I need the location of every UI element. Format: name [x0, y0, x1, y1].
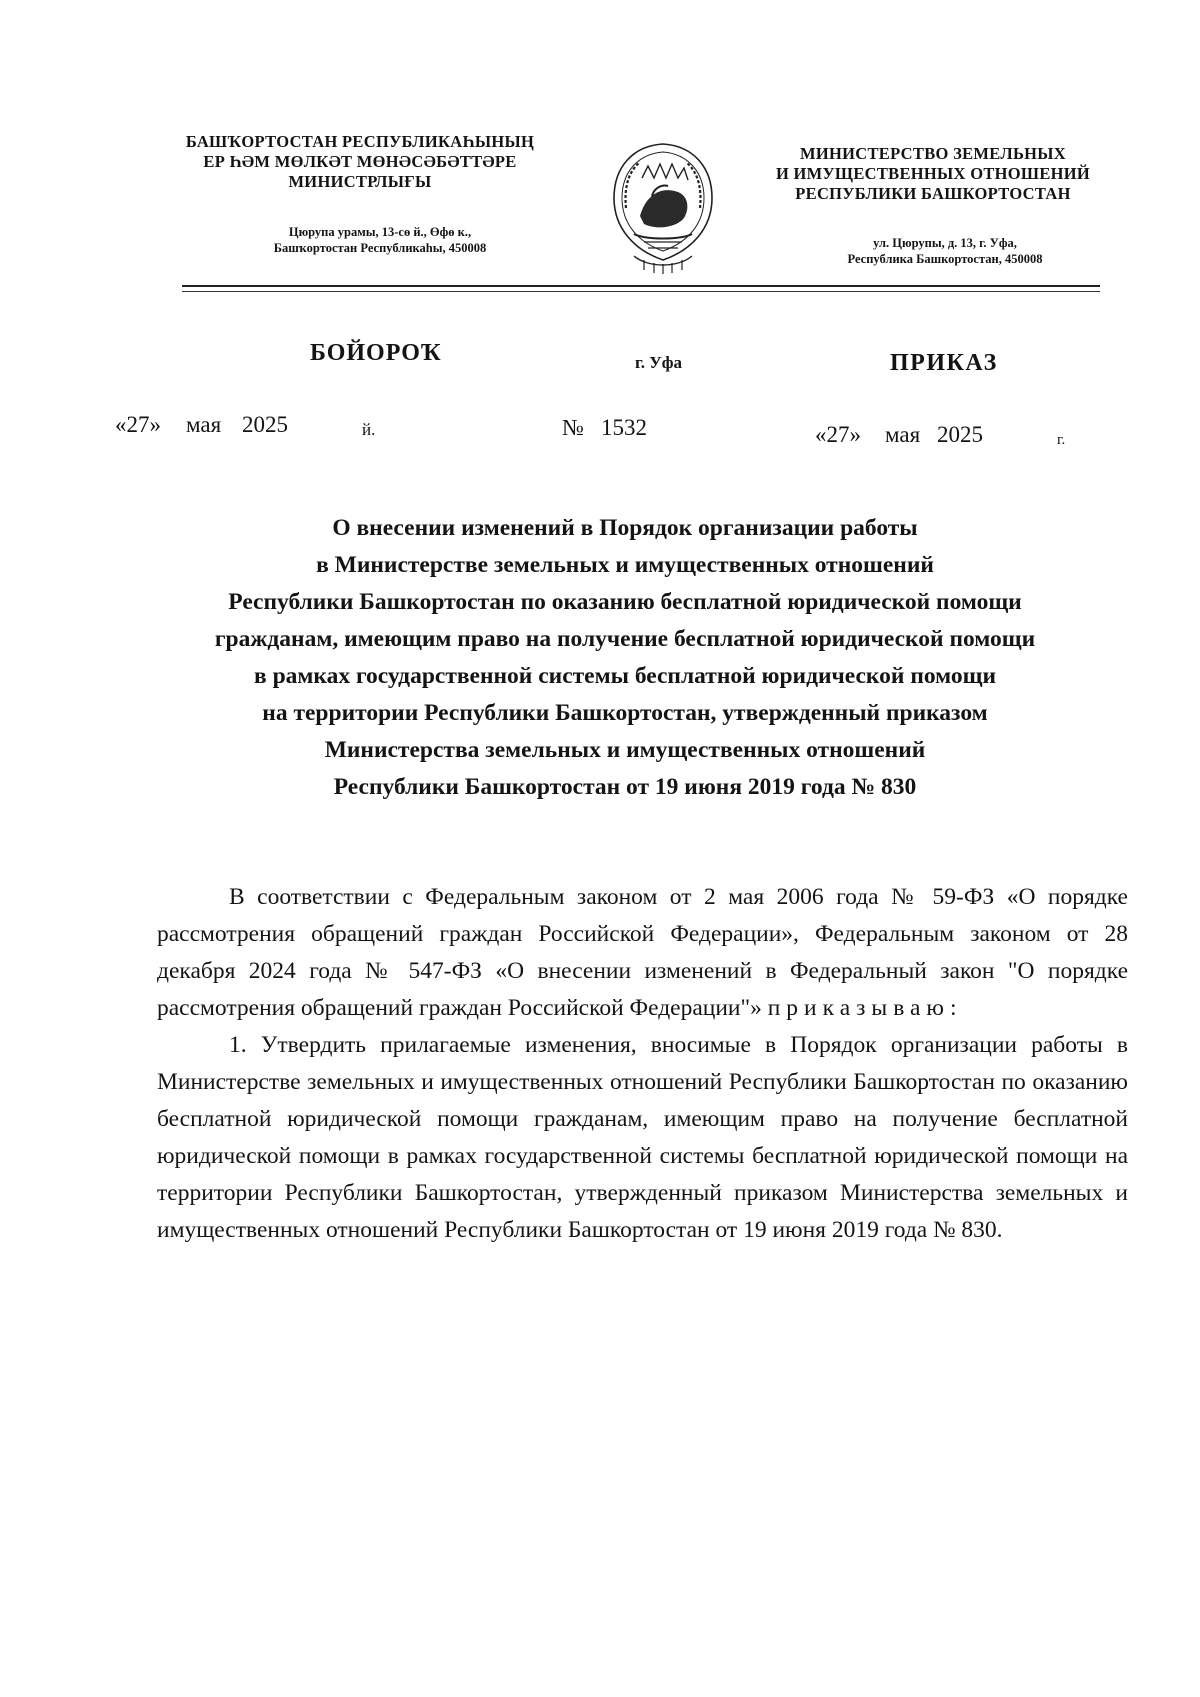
- address-russian-line: Республика Башкортостан, 450008: [847, 252, 1043, 266]
- doc-title-russian: ПРИКАЗ: [890, 350, 998, 376]
- preamble-paragraph: [157, 879, 1128, 1027]
- clause-1-paragraph: 1. Утвердить прилагаемые изменения, вносимые в Порядок организации работы в Министерстве земельных и имущественных отношений Республики Башкортостан по оказанию бесплатной юридической помощи гражданам, имеющим право на получение бесплатной юридической помощи в рамках государственной системы бесплатной юридической помощи на территории Республики Башкортостан, утвержденный приказом Министерства земельных и имущественных отношений Республики Башкортостан от 19 июня 2019 года № 830.: [157, 1032, 1128, 1243]
- address-bashkir: [220, 224, 540, 256]
- order-subject-line: в рамках государственной системы бесплатной юридической помощи: [254, 663, 996, 689]
- date-russian-year: 2025: [937, 422, 983, 447]
- order-subject-line: на территории Республики Башкортостан, утвержденный приказом: [262, 700, 988, 726]
- date-bashkir-suffix: й.: [362, 420, 376, 439]
- doc-city: г. Уфа: [635, 353, 683, 372]
- doc-number: 1532: [601, 415, 647, 440]
- org-name-russian-line: РЕСПУБЛИКИ БАШКОРТОСТАН: [795, 184, 1071, 203]
- org-name-russian-line: МИНИСТЕРСТВО ЗЕМЕЛЬНЫХ: [800, 144, 1066, 163]
- header-divider-thin: [182, 291, 1100, 292]
- org-name-bashkir-line: БАШҠОРТОСТАН РЕСПУБЛИКАҺЫНЫҢ: [185, 132, 535, 151]
- date-bashkir-month: мая: [186, 412, 222, 437]
- address-bashkir-line: Башҡортостан Республикаһы, 450008: [273, 241, 487, 255]
- org-name-russian-line: И ИМУЩЕСТВЕННЫХ ОТНОШЕНИЙ: [775, 164, 1091, 183]
- address-russian-line: ул. Цюрупы, д. 13, г. Уфа,: [873, 236, 1017, 250]
- org-name-russian: [758, 144, 1108, 204]
- address-russian: [800, 235, 1090, 267]
- preamble-text: В соответствии с Федеральным законом от 2 мая 2006 года № 59-ФЗ «О порядке рассмотрения обращений граждан Российской Федерации», Федеральным законом от 28 декабря 2024 года № 547-ФЗ «О внесении изменений в Федеральный закон "О порядке рассмотрения обращений граждан Российской Федерации"»: [157, 884, 1128, 1021]
- header-divider: [182, 285, 1100, 287]
- date-bashkir-year: 2025: [242, 412, 288, 437]
- order-subject-line: в Министерстве земельных и имущественных отношений: [316, 552, 934, 578]
- order-subject-line: О внесении изменений в Порядок организации работы: [332, 515, 918, 541]
- address-bashkir-line: Цюрупа урамы, 13-сө й., Өфө к.,: [288, 225, 472, 239]
- doc-number-prefix: №: [562, 415, 584, 440]
- order-subject-line: гражданам, имеющим право на получение бесплатной юридической помощи: [214, 626, 1036, 652]
- date-bashkir-day: «27»: [115, 412, 161, 437]
- order-subject-line: Министерства земельных и имущественных отношений: [324, 737, 926, 763]
- org-name-bashkir-line: ЕР ҺӘМ МӨЛКӘТ МӨНӘСӘБӘТТӘРЕ: [203, 152, 517, 171]
- org-name-bashkir: [150, 132, 570, 192]
- bashkortostan-coat-of-arms-icon: [604, 138, 722, 276]
- org-name-bashkir-line: МИНИСТРЛЫҒЫ: [288, 172, 432, 191]
- doc-title-bashkir: БОЙОРОҠ: [310, 340, 442, 366]
- order-verb: приказываю:: [767, 995, 963, 1021]
- date-russian-suffix: г.: [1057, 432, 1066, 448]
- order-subject-line: Республики Башкортостан по оказанию бесплатной юридической помощи: [228, 589, 1022, 615]
- order-subject: [150, 510, 1100, 806]
- date-russian-day: «27»: [815, 422, 861, 447]
- order-body: [157, 879, 1128, 1249]
- order-subject-line: Республики Башкортостан от 19 июня 2019 года № 830: [333, 774, 917, 800]
- date-russian-month: мая: [885, 422, 921, 447]
